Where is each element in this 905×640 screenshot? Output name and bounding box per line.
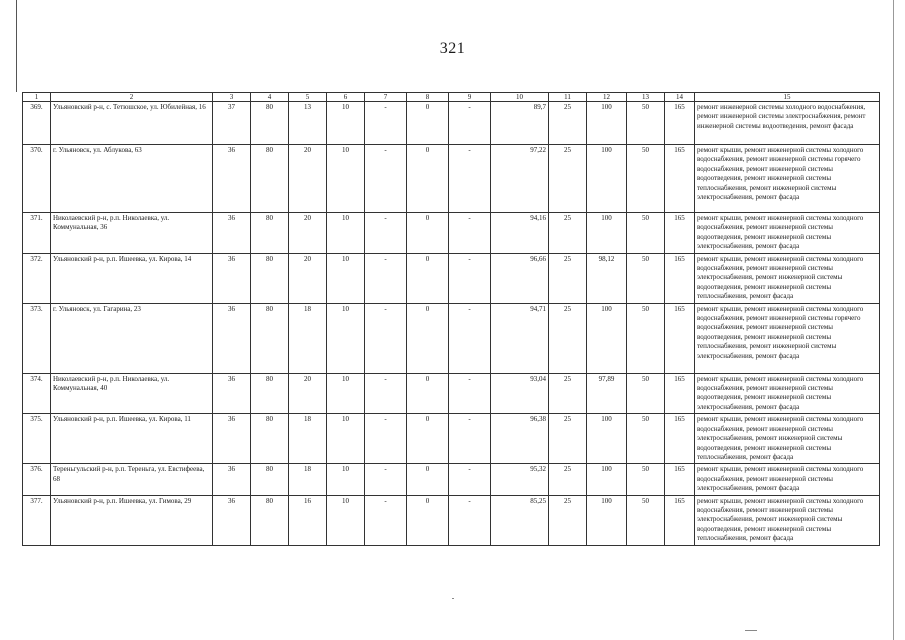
works-cell: ремонт крыши, ремонт инженерной системы холодного водоснабжения, ремонт инженерной системы водоотведения, ремонт инженерной системы электроснабжения, ремонт фасада: [695, 373, 880, 414]
value-cell: 96,66: [491, 253, 549, 303]
row-number-cell: 375.: [23, 414, 51, 464]
address-cell: г. Ульяновск, ул. Аблукова, 63: [51, 145, 213, 213]
row-number-cell: 376.: [23, 464, 51, 495]
value-cell: 165: [665, 373, 695, 414]
value-cell: 10: [327, 102, 365, 145]
value-cell: 165: [665, 414, 695, 464]
table-row: [23, 303, 880, 373]
value-cell: 0: [407, 495, 449, 545]
value-cell: 36: [213, 303, 251, 373]
value-cell: 80: [251, 303, 289, 373]
value-cell: 25: [549, 102, 587, 145]
address-cell: Тереньгульский р-н, р.п. Тереньга, ул. Евстифеева, 68: [51, 464, 213, 495]
table-row: [23, 213, 880, 254]
value-cell: 20: [289, 145, 327, 213]
value-cell: 10: [327, 303, 365, 373]
works-cell: ремонт инженерной системы холодного водоснабжения, ремонт инженерной системы электроснабжения, ремонт инженерной системы водоотведения, ремонт фасада: [695, 102, 880, 145]
repair-program-table: [22, 92, 880, 546]
works-cell: ремонт крыши, ремонт инженерной системы холодного водоснабжения, ремонт инженерной системы водоотведения, ремонт инженерной системы электроснабжения, ремонт фасада: [695, 213, 880, 254]
value-cell: 0: [407, 464, 449, 495]
value-cell: 100: [587, 303, 627, 373]
value-cell: -: [365, 373, 407, 414]
value-cell: 100: [587, 414, 627, 464]
value-cell: 165: [665, 464, 695, 495]
value-cell: 80: [251, 102, 289, 145]
column-header: 13: [627, 93, 665, 102]
scan-speck: [745, 630, 757, 631]
value-cell: 50: [627, 303, 665, 373]
value-cell: 50: [627, 102, 665, 145]
value-cell: 165: [665, 303, 695, 373]
value-cell: 0: [407, 414, 449, 464]
value-cell: 89,7: [491, 102, 549, 145]
value-cell: -: [449, 303, 491, 373]
value-cell: 0: [407, 253, 449, 303]
value-cell: 0: [407, 213, 449, 254]
value-cell: -: [365, 464, 407, 495]
value-cell: -: [449, 145, 491, 213]
value-cell: 97,22: [491, 145, 549, 213]
value-cell: 36: [213, 213, 251, 254]
value-cell: 10: [327, 145, 365, 213]
value-cell: 100: [587, 495, 627, 545]
row-number-cell: 371.: [23, 213, 51, 254]
row-number-cell: 373.: [23, 303, 51, 373]
value-cell: 165: [665, 253, 695, 303]
value-cell: -: [449, 102, 491, 145]
value-cell: 94,71: [491, 303, 549, 373]
column-number-row: [23, 93, 880, 102]
value-cell: 98,12: [587, 253, 627, 303]
address-cell: Ульяновский р-н, р.п. Ишеевка, ул. Кирова, 14: [51, 253, 213, 303]
value-cell: 96,38: [491, 414, 549, 464]
column-header: 8: [407, 93, 449, 102]
value-cell: 25: [549, 213, 587, 254]
row-number-cell: 374.: [23, 373, 51, 414]
row-number-cell: 377.: [23, 495, 51, 545]
column-header: 14: [665, 93, 695, 102]
table-row: [23, 145, 880, 213]
value-cell: 10: [327, 373, 365, 414]
value-cell: -: [449, 495, 491, 545]
address-cell: г. Ульяновск, ул. Гагарина, 23: [51, 303, 213, 373]
value-cell: 165: [665, 213, 695, 254]
value-cell: 165: [665, 102, 695, 145]
value-cell: -: [365, 102, 407, 145]
value-cell: 25: [549, 145, 587, 213]
value-cell: 20: [289, 253, 327, 303]
row-number-cell: 370.: [23, 145, 51, 213]
column-header: 12: [587, 93, 627, 102]
value-cell: -: [365, 414, 407, 464]
value-cell: -: [365, 303, 407, 373]
scan-speck: [452, 598, 454, 599]
column-header: 9: [449, 93, 491, 102]
value-cell: 100: [587, 102, 627, 145]
value-cell: 25: [549, 495, 587, 545]
value-cell: 0: [407, 145, 449, 213]
column-header: 3: [213, 93, 251, 102]
value-cell: 10: [327, 495, 365, 545]
value-cell: 50: [627, 464, 665, 495]
value-cell: 10: [327, 253, 365, 303]
address-cell: Ульяновский р-н, р.п. Ишеевка, ул. Гимова, 29: [51, 495, 213, 545]
value-cell: 93,04: [491, 373, 549, 414]
value-cell: -: [365, 145, 407, 213]
column-header: 6: [327, 93, 365, 102]
column-header: 7: [365, 93, 407, 102]
works-cell: ремонт крыши, ремонт инженерной системы холодного водоснабжения, ремонт инженерной системы электроснабжения, ремонт фасада: [695, 464, 880, 495]
value-cell: 18: [289, 303, 327, 373]
value-cell: 100: [587, 145, 627, 213]
address-cell: Ульяновский р-н, р.п. Ишеевка, ул. Кирова, 11: [51, 414, 213, 464]
column-header: 5: [289, 93, 327, 102]
value-cell: 165: [665, 145, 695, 213]
value-cell: 80: [251, 213, 289, 254]
address-cell: Николаевский р-н, р.п. Николаевка, ул. Коммунальная, 40: [51, 373, 213, 414]
value-cell: -: [449, 464, 491, 495]
table-row: [23, 253, 880, 303]
value-cell: -: [449, 414, 491, 464]
value-cell: 80: [251, 414, 289, 464]
column-header: 15: [695, 93, 880, 102]
table-row: [23, 414, 880, 464]
value-cell: 37: [213, 102, 251, 145]
value-cell: 16: [289, 495, 327, 545]
value-cell: 50: [627, 213, 665, 254]
value-cell: 80: [251, 373, 289, 414]
table-row: [23, 373, 880, 414]
value-cell: -: [449, 253, 491, 303]
works-cell: ремонт крыши, ремонт инженерной системы холодного водоснабжения, ремонт инженерной системы электроснабжения, ремонт инженерной системы водоотведения, ремонт инженерной системы теплоснабжения, ремонт фасада: [695, 414, 880, 464]
value-cell: 36: [213, 414, 251, 464]
column-header: 11: [549, 93, 587, 102]
value-cell: 36: [213, 495, 251, 545]
works-cell: ремонт крыши, ремонт инженерной системы холодного водоснабжения, ремонт инженерной системы электроснабжения, ремонт инженерной системы водоотведения, ремонт инженерной системы теплоснабжения, ремонт фасада: [695, 495, 880, 545]
value-cell: 0: [407, 102, 449, 145]
value-cell: -: [449, 373, 491, 414]
column-header: 4: [251, 93, 289, 102]
table-row: [23, 495, 880, 545]
value-cell: 25: [549, 414, 587, 464]
address-cell: Николаевский р-н, р.п. Николаевка, ул. Коммунальная, 36: [51, 213, 213, 254]
value-cell: 94,16: [491, 213, 549, 254]
value-cell: 50: [627, 253, 665, 303]
value-cell: 20: [289, 213, 327, 254]
value-cell: 18: [289, 464, 327, 495]
value-cell: 10: [327, 464, 365, 495]
value-cell: 18: [289, 414, 327, 464]
value-cell: 80: [251, 464, 289, 495]
address-cell: Ульяновский р-н, с. Тетюшское, ул. Юбилейная, 16: [51, 102, 213, 145]
column-header: 1: [23, 93, 51, 102]
works-cell: ремонт крыши, ремонт инженерной системы холодного водоснабжения, ремонт инженерной системы горячего водоснабжения, ремонт инженерной системы водоотведения, ремонт инженерной системы теплоснабжения, ремонт инженерной системы электроснабжения, ремонт фасада: [695, 303, 880, 373]
value-cell: 85,25: [491, 495, 549, 545]
value-cell: 95,32: [491, 464, 549, 495]
value-cell: 36: [213, 253, 251, 303]
value-cell: -: [449, 213, 491, 254]
value-cell: 97,89: [587, 373, 627, 414]
value-cell: 100: [587, 213, 627, 254]
value-cell: 20: [289, 373, 327, 414]
table-body: [23, 93, 880, 546]
table-row: [23, 102, 880, 145]
page-number: 321: [439, 40, 466, 57]
value-cell: 80: [251, 495, 289, 545]
value-cell: -: [365, 495, 407, 545]
value-cell: 36: [213, 145, 251, 213]
value-cell: 36: [213, 373, 251, 414]
value-cell: -: [365, 213, 407, 254]
value-cell: 36: [213, 464, 251, 495]
works-cell: ремонт крыши, ремонт инженерной системы холодного водоснабжения, ремонт инженерной системы горячего водоснабжения, ремонт инженерной системы водоотведения, ремонт инженерной системы теплоснабжения, ремонт инженерной системы электроснабжения, ремонт фасада: [695, 145, 880, 213]
value-cell: 165: [665, 495, 695, 545]
value-cell: 50: [627, 495, 665, 545]
value-cell: 50: [627, 373, 665, 414]
row-number-cell: 372.: [23, 253, 51, 303]
value-cell: 25: [549, 464, 587, 495]
value-cell: 80: [251, 253, 289, 303]
value-cell: 50: [627, 145, 665, 213]
table-row: [23, 464, 880, 495]
value-cell: -: [365, 253, 407, 303]
works-cell: ремонт крыши, ремонт инженерной системы холодного водоснабжения, ремонт инженерной системы электроснабжения, ремонт инженерной системы водоотведения, ремонт инженерной системы теплоснабжения, ремонт фасада: [695, 253, 880, 303]
value-cell: 10: [327, 213, 365, 254]
value-cell: 25: [549, 373, 587, 414]
value-cell: 25: [549, 253, 587, 303]
value-cell: 100: [587, 464, 627, 495]
value-cell: 80: [251, 145, 289, 213]
value-cell: 25: [549, 303, 587, 373]
value-cell: 13: [289, 102, 327, 145]
column-header: 2: [51, 93, 213, 102]
scan-edge-line: [893, 0, 894, 640]
value-cell: 0: [407, 373, 449, 414]
row-number-cell: 369.: [23, 102, 51, 145]
column-header: 10: [491, 93, 549, 102]
value-cell: 0: [407, 303, 449, 373]
value-cell: 50: [627, 414, 665, 464]
value-cell: 10: [327, 414, 365, 464]
